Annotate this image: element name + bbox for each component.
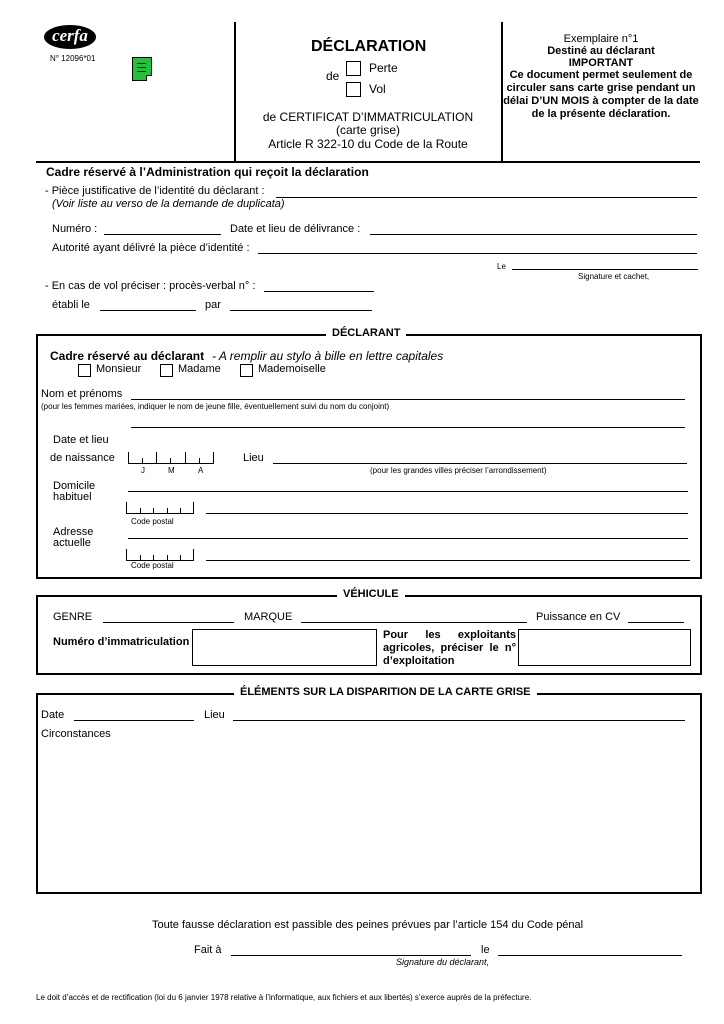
perte-label: Perte	[369, 61, 398, 75]
le-label: Le	[497, 262, 506, 271]
par-field[interactable]	[230, 310, 372, 311]
elements-date-label: Date	[41, 709, 65, 721]
adresse-field[interactable]	[128, 538, 688, 539]
header-bottom-rule	[36, 161, 700, 163]
lieu-naissance-label: Lieu	[243, 452, 264, 464]
date-lieu-delivrance-field[interactable]	[370, 234, 697, 235]
copy-destination: Destiné au déclarant	[547, 45, 655, 57]
marque-field[interactable]	[301, 622, 527, 623]
autorite-field[interactable]	[258, 253, 697, 254]
form-number: N° 12096*01	[50, 54, 96, 63]
lieu-note: (pour les grandes villes préciser l’arrondissement)	[370, 466, 547, 475]
signature-cachet-label: Signature et cachet,	[578, 272, 650, 281]
nom-field[interactable]	[131, 399, 685, 400]
par-label: par	[205, 299, 221, 311]
mois-label: M	[168, 466, 175, 475]
elements-lieu-label: Lieu	[204, 709, 225, 721]
piece-note: (Voir liste au verso de la demande de duplicata)	[52, 198, 285, 210]
adresse-label-1: Adresse	[53, 526, 94, 538]
etabli-le-label: établi le	[52, 299, 90, 311]
piece-field[interactable]	[276, 197, 697, 198]
marque-label: MARQUE	[244, 611, 293, 623]
madame-label: Madame	[178, 363, 221, 375]
adresse-label-2: actuelle	[53, 537, 91, 549]
nom-field-line2[interactable]	[131, 427, 685, 428]
elements-section-title: ÉLÉMENTS SUR LA DISPARITION DE LA CARTE GRISE	[234, 686, 537, 698]
page-title: DÉCLARATION	[311, 38, 427, 55]
domicile-ville-field[interactable]	[206, 513, 688, 514]
etabli-le-field[interactable]	[100, 310, 196, 311]
document-icon	[132, 57, 152, 81]
vol-pv-field[interactable]	[264, 291, 374, 292]
fait-a-label: Fait à	[194, 944, 222, 956]
elements-lieu-field[interactable]	[233, 720, 685, 721]
numero-field[interactable]	[104, 234, 221, 235]
jour-label: J	[141, 466, 145, 475]
footer-date-field[interactable]	[498, 955, 682, 956]
declarant-cadre-label: Cadre réservé au déclarant	[50, 349, 205, 363]
vol-label: Vol	[369, 82, 386, 96]
vehicule-section-title: VÉHICULE	[337, 588, 405, 600]
genre-label: GENRE	[53, 611, 93, 623]
subtitle-carte-grise: (carte grise)	[335, 123, 400, 137]
puissance-label: Puissance en CV	[536, 611, 621, 623]
declarant-cadre-note: - A remplir au stylo à bille en lettre capitales	[212, 349, 444, 363]
annee-label: A	[198, 466, 204, 475]
circonstances-label: Circonstances	[41, 728, 111, 740]
footer-le-label: le	[481, 944, 490, 956]
mademoiselle-label: Mademoiselle	[258, 363, 326, 375]
fait-a-field[interactable]	[231, 955, 471, 956]
perte-checkbox[interactable]	[346, 61, 361, 76]
lieu-naissance-field[interactable]	[273, 463, 687, 464]
de-label: de	[326, 69, 340, 83]
domicile-label-2: habituel	[53, 491, 92, 503]
naissance-label: de naissance	[50, 452, 115, 464]
monsieur-label: Monsieur	[96, 363, 142, 375]
mademoiselle-checkbox[interactable]	[240, 364, 253, 377]
important-text: Ce document permet seulement de circuler sans carte grise pendant un délai D’UN MOIS à compter de la date de la présente déclaration.	[503, 69, 699, 120]
declarant-section-title: DÉCLARANT	[326, 327, 406, 339]
exploitants-label: Pour les exploitants agricoles, préciser le n° d’exploitation	[383, 629, 516, 667]
piece-label: - Pièce justificative de l’identité du déclarant :	[45, 185, 265, 197]
adresse-ville-field[interactable]	[206, 560, 690, 561]
autorite-label: Autorité ayant délivré la pièce d’identité :	[52, 242, 250, 254]
circonstances-area[interactable]	[41, 744, 691, 884]
copy-label: Exemplaire n°1	[563, 33, 639, 45]
le-signature-field[interactable]	[512, 269, 698, 270]
nom-note: (pour les femmes mariées, indiquer le nom de jeune fille, éventuellement suivi du nom du conjoint)	[41, 402, 390, 411]
legal-notice: Le doit d’accès et de rectification (loi du 6 janvier 1978 relative à l’informatique, aux fichiers et aux libertés) s’exerce auprès de la préfecture.	[36, 993, 532, 1002]
adresse-code-postal-boxes[interactable]	[126, 549, 194, 561]
penal-warning: Toute fausse déclaration est passible des peines prévues par l’article 154 du Code pénal	[152, 919, 584, 931]
domicile-field[interactable]	[128, 491, 688, 492]
immatriculation-label: Numéro d’immatriculation	[53, 636, 190, 648]
subtitle-certificat: de CERTIFICAT D’IMMATRICULATION	[262, 110, 474, 124]
immatriculation-field[interactable]	[192, 629, 377, 666]
adresse-code-postal-label: Code postal	[131, 561, 174, 570]
date-lieu-delivrance-label: Date et lieu de délivrance :	[230, 223, 361, 235]
monsieur-checkbox[interactable]	[78, 364, 91, 377]
madame-checkbox[interactable]	[160, 364, 173, 377]
domicile-code-postal-label: Code postal	[131, 517, 174, 526]
important-label: IMPORTANT	[568, 57, 634, 69]
exploitation-field[interactable]	[518, 629, 691, 666]
date-lieu-label: Date et lieu	[53, 434, 109, 446]
genre-field[interactable]	[103, 622, 234, 623]
cerfa-logo-text: cerfa	[52, 26, 88, 45]
elements-date-field[interactable]	[74, 720, 194, 721]
nom-label: Nom et prénoms	[41, 388, 123, 400]
puissance-field[interactable]	[628, 622, 684, 623]
numero-label: Numéro :	[52, 223, 98, 235]
domicile-code-postal-boxes[interactable]	[126, 502, 194, 514]
vol-pv-label: - En cas de vol préciser : procès-verbal n° :	[45, 280, 256, 292]
birth-date-boxes[interactable]	[128, 452, 214, 464]
admin-title: Cadre réservé à l’Administration qui reçoit la déclaration	[46, 165, 369, 179]
domicile-label-1: Domicile	[53, 480, 96, 492]
vol-checkbox[interactable]	[346, 82, 361, 97]
subtitle-article: Article R 322-10 du Code de la Route	[268, 137, 468, 151]
signature-declarant-label: Signature du déclarant,	[396, 957, 490, 967]
